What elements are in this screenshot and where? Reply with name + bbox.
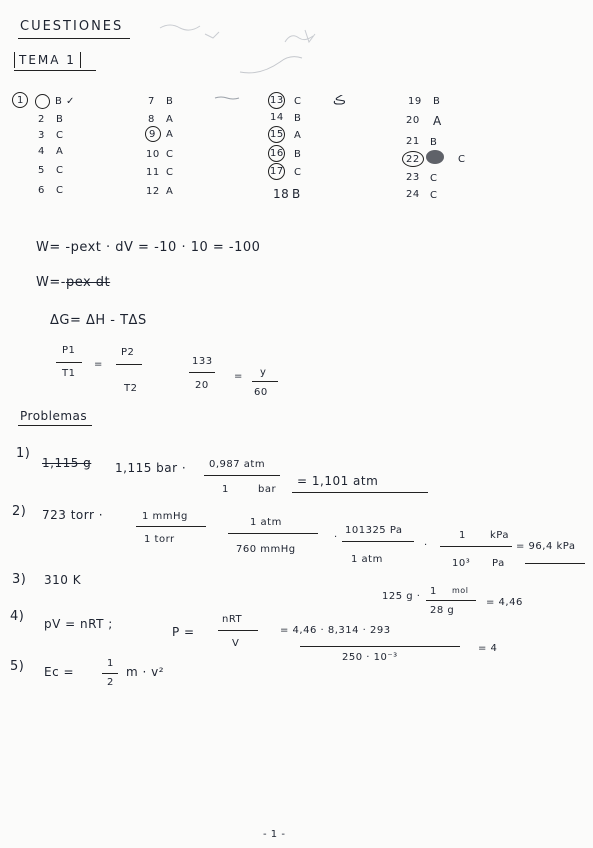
p4-sub-num: = 4,46 · 8,314 · 293 [280, 625, 391, 636]
p2-f2-num: 1 atm [250, 517, 282, 528]
p4-moles-num-right: mol [452, 586, 469, 595]
ratio-eq: = [94, 359, 103, 370]
scribbled-letter [426, 150, 444, 164]
p1-frac-num: 0,987 atm [209, 459, 266, 470]
answer-number: 22 [406, 154, 420, 165]
p2-f4-den-left: 10³ [452, 558, 471, 569]
circle-mark [35, 94, 50, 109]
answer-number: 21 [406, 136, 420, 147]
answer-number: 6 [38, 185, 45, 196]
ratio-p2: P2 [121, 347, 135, 358]
answer-letter: C [56, 130, 64, 141]
answer-q1 [17, 96, 24, 106]
work-integral [36, 276, 110, 289]
answer-number: 10 [146, 149, 160, 160]
p2-f2-den: 760 mmHg [236, 544, 296, 555]
answer-letter: C [56, 185, 64, 196]
answer-number: 5 [38, 165, 45, 176]
heading-underline [18, 425, 92, 426]
answer-letter: C [56, 165, 64, 176]
ratio-num2: y [260, 367, 267, 378]
fraction-bar [189, 372, 215, 373]
answer-number: 15 [270, 129, 284, 140]
ratio-num1: 133 [192, 356, 213, 367]
answer-number: 19 [408, 96, 422, 107]
answer-letter: A [56, 146, 64, 157]
problems-heading: Problemas [20, 409, 88, 423]
answer-letter: C [458, 154, 466, 165]
answer-letter: B [56, 114, 64, 125]
answer-number: 9 [149, 129, 156, 140]
stray-mark: ڪ [333, 93, 346, 107]
answer-number: 16 [270, 148, 284, 159]
answer-number: 11 [146, 167, 160, 178]
answer-number: 13 [270, 95, 284, 106]
answer-letter: A [166, 186, 174, 197]
answer-letter: A [166, 114, 174, 125]
p3-value: 310 K [44, 573, 82, 587]
work-integral-lhs: W=- [36, 275, 66, 290]
answer-number: 12 [146, 186, 160, 197]
p4-frac-den: V [232, 638, 240, 649]
ratio-den2: 60 [254, 387, 268, 398]
ratio-p1: P1 [62, 345, 76, 356]
fraction-bar [218, 630, 258, 631]
p2-f4-den-right: Pa [492, 558, 505, 569]
fraction-bar [300, 646, 460, 647]
ratio-t2: T2 [124, 383, 138, 394]
answer-letter: C [166, 149, 174, 160]
answer-letter: C [294, 167, 302, 178]
fraction-bar [440, 546, 512, 547]
problem-label: 1) [16, 446, 31, 461]
answer-letter: B [294, 113, 302, 124]
p5-tail: m · v² [126, 665, 165, 679]
answer-letter: A [166, 129, 174, 140]
answer-letter: C [294, 96, 302, 107]
result-underline [292, 492, 428, 493]
fraction-bar [426, 600, 476, 601]
answer-number: 2 [38, 114, 45, 125]
work-equation: W= -pext · dV = -10 · 10 = -100 [36, 240, 261, 255]
answer-letter: B [294, 149, 302, 160]
answer-number: 23 [406, 172, 420, 183]
answer-letter: B [292, 187, 301, 201]
ratio-eq: = [234, 371, 243, 382]
problem-label: 2) [12, 504, 27, 519]
p4-frac-num: nRT [222, 614, 243, 625]
result-underline [525, 563, 585, 564]
fraction-bar [252, 381, 278, 382]
answer-letter: A [294, 130, 302, 141]
p2-f4-num-left: 1 [459, 530, 466, 541]
ratio-den1: 20 [195, 380, 209, 391]
p2-f1-den: 1 torr [144, 534, 175, 545]
p4-moles-lhs: 125 g · [382, 591, 421, 602]
p2-f3-num: 101325 Pa [345, 525, 403, 536]
answer-number: 7 [148, 96, 155, 107]
fraction-bar [136, 526, 206, 527]
p1-result: = 1,101 atm [297, 474, 379, 488]
ratio-t1: T1 [62, 368, 76, 379]
answer-number: 1 [17, 95, 24, 106]
fraction-bar [56, 362, 82, 363]
p2-dot: · [424, 540, 428, 551]
answer-number: 8 [148, 114, 155, 125]
page-number: - 1 - [263, 829, 286, 840]
p2-f4-num-right: kPa [490, 530, 509, 541]
gibbs-equation: ΔG= ΔH - TΔS [50, 313, 147, 328]
fraction-bar [228, 533, 318, 534]
problem-label: 3) [12, 572, 27, 587]
p1-frac-den-right: bar [258, 484, 277, 495]
p4-moles-result: = 4,46 [486, 597, 523, 608]
answer-number: 17 [270, 166, 284, 177]
p2-dot: · [334, 532, 338, 543]
answer-number: 3 [38, 130, 45, 141]
p4-sub-result: = 4 [478, 643, 498, 654]
problem-label: 5) [10, 659, 25, 674]
p4-moles-num-left: 1 [430, 586, 437, 597]
answer-letter: B [430, 137, 438, 148]
answer-number: 18 [273, 187, 290, 201]
answer-letter: C [430, 173, 438, 184]
answer-letter: C [430, 190, 438, 201]
answer-number: 20 [406, 115, 420, 126]
p2-value: 723 torr · [42, 508, 104, 522]
fraction-bar [342, 541, 414, 542]
fraction-bar [204, 475, 280, 476]
answer-number: 24 [406, 189, 420, 200]
p1-frac-den-left: 1 [222, 484, 229, 495]
p1-struck: 1,115 g [42, 456, 92, 470]
p5-value: Ec = [44, 665, 75, 679]
p4-sub-den: 250 · 10⁻³ [342, 652, 398, 663]
p4-moles-den: 28 g [430, 605, 455, 616]
p5-frac-num: 1 [107, 658, 114, 669]
fraction-bar [116, 364, 142, 365]
problem-label: 4) [10, 609, 25, 624]
answer-letter: B [433, 96, 441, 107]
answer-letter: B [166, 96, 174, 107]
answer-number: 14 [270, 112, 284, 123]
topic-label: TEMA 1 [19, 53, 76, 67]
p2-result: = 96,4 kPa [516, 541, 576, 552]
answer-letter: B ✓ [55, 96, 75, 107]
page-title: CUESTIONES [20, 19, 124, 34]
p2-f1-num: 1 mmHg [142, 511, 188, 522]
answer-letter: C [166, 167, 174, 178]
p4-p-label: P = [172, 625, 195, 639]
p4-ideal-gas: pV = nRT ; [44, 617, 113, 631]
p1-value: 1,115 bar · [115, 461, 187, 475]
fraction-bar [102, 673, 118, 674]
answer-number: 4 [38, 146, 45, 157]
answer-letter: A [433, 114, 442, 128]
p5-frac-den: 2 [107, 677, 114, 688]
p2-f3-den: 1 atm [351, 554, 383, 565]
circle-mark [402, 151, 424, 167]
work-integral-body: pex dt [65, 275, 111, 290]
